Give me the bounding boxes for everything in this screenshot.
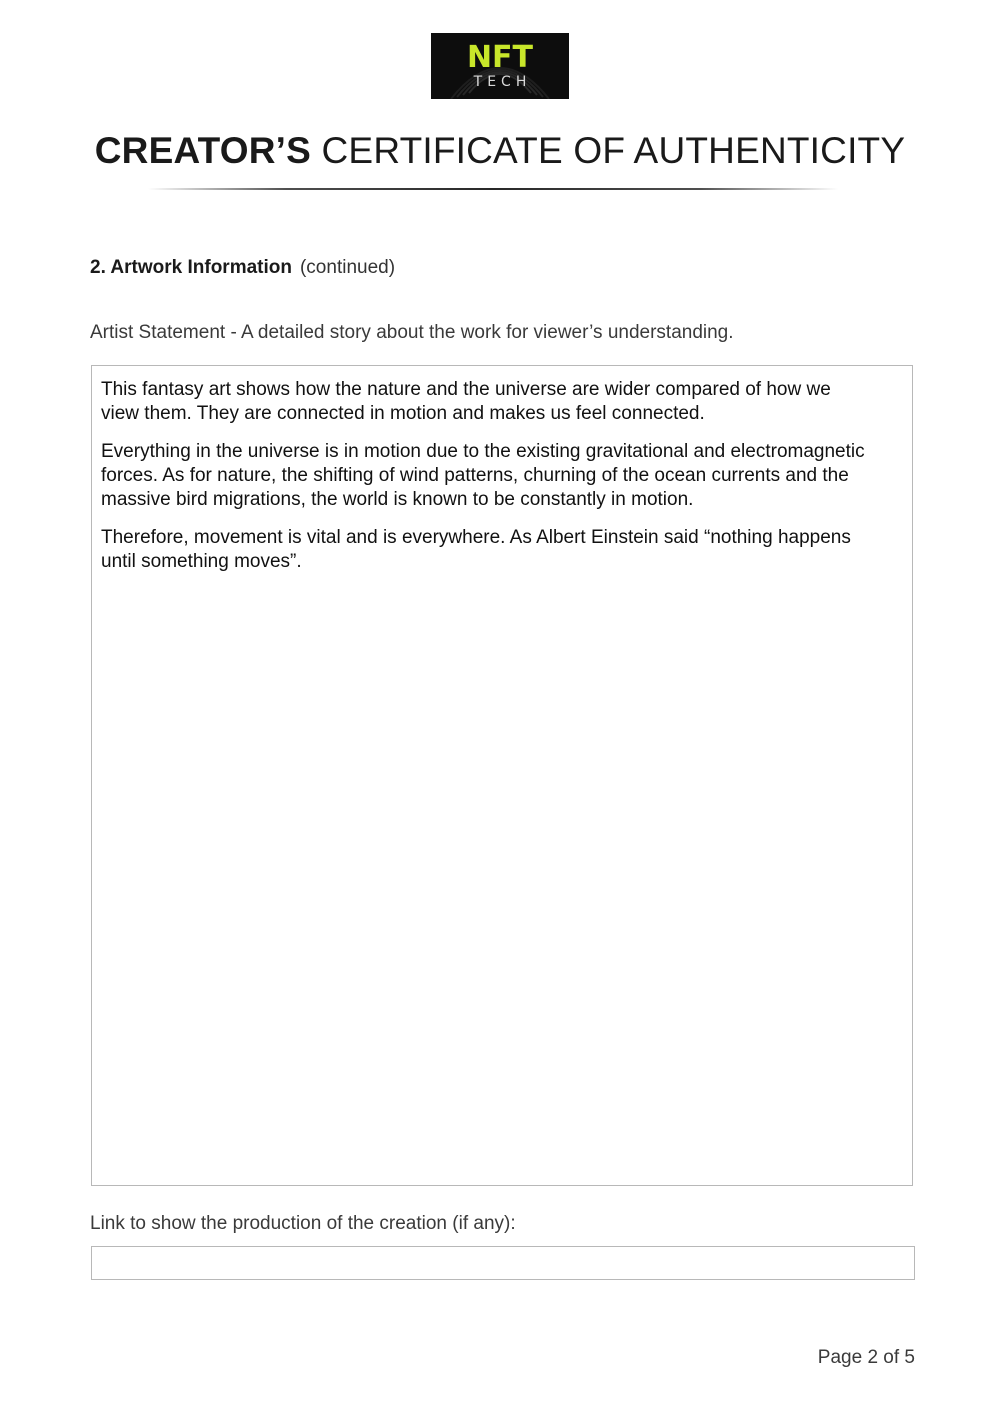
statement-paragraph: This fantasy art shows how the nature and the universe are wider compared of how we view them. They are connected in motion and makes us feel connected. (101, 379, 831, 424)
logo-main-text: NFT (466, 40, 534, 75)
page-title (0, 128, 1000, 174)
production-link-label: Link to show the production of the creation (if any): (90, 1213, 516, 1234)
logo-sub-text: TECH (473, 74, 532, 90)
statement-paragraph: Therefore, movement is vital and is everywhere. As Albert Einstein said “nothing happens until something moves”. (101, 527, 851, 572)
statement-paragraph: Everything in the universe is in motion due to the existing gravitational and electromagnetic forces. As for nature, the shifting of wind patterns, churning of the ocean currents and the massive bird migrations, the world is known to be constantly in motion. (101, 441, 865, 510)
artist-statement-field[interactable] (91, 365, 913, 1186)
section-heading (90, 256, 395, 280)
title-bold-part: CREATOR’S (94, 130, 312, 171)
section-heading-suffix: (continued) (299, 257, 396, 278)
production-link-input[interactable] (91, 1246, 915, 1280)
artist-statement-label: Artist Statement - A detailed story about the work for viewer’s understanding. (90, 322, 734, 343)
nft-tech-logo (431, 33, 569, 99)
title-divider (148, 188, 838, 190)
title-light-part: CERTIFICATE OF AUTHENTICITY (321, 130, 906, 171)
page-number: Page 2 of 5 (817, 1347, 915, 1368)
section-heading-title: 2. Artwork Information (90, 257, 292, 278)
